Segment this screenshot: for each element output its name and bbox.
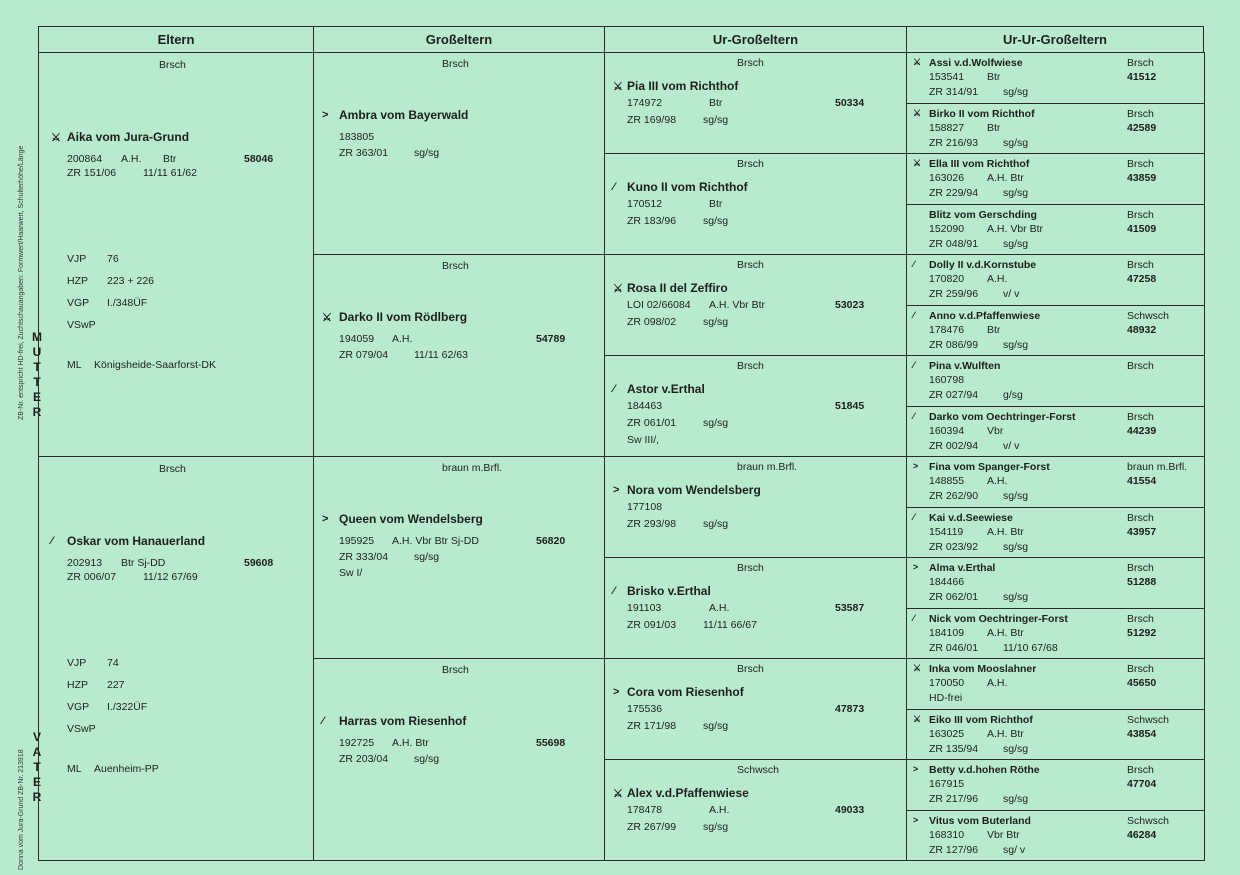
- zt-result: sg/sg: [703, 821, 729, 833]
- sex-symbol: ⁄: [613, 383, 615, 395]
- zr-number: ZR 314/91: [929, 86, 979, 98]
- extra: Btr: [163, 153, 177, 165]
- zb-number: 41509: [1127, 222, 1157, 235]
- mutter-letter: U: [32, 345, 42, 359]
- color: Brsch: [737, 259, 764, 271]
- hd-status: Btr: [987, 323, 1001, 336]
- sex-symbol: ⁄: [913, 612, 915, 623]
- hd-status: Btr: [987, 121, 1001, 134]
- hd-status: A.H.: [987, 677, 1008, 689]
- perf-key: VGP: [67, 297, 90, 309]
- zb-number: 43957: [1127, 525, 1157, 538]
- vater-letter: V: [32, 730, 41, 744]
- perf-val: I./322ÜF: [107, 701, 148, 713]
- zr-number: HD-frei: [929, 692, 963, 704]
- ml-val: Auenheim-PP: [94, 763, 159, 775]
- dog-name: Brisko v.Erthal: [627, 584, 711, 598]
- color: Brsch: [1127, 360, 1154, 372]
- dog-name: Darko vom Oechtringer-Forst: [929, 410, 1076, 423]
- color: Brsch: [737, 158, 764, 170]
- zb-number: 51288: [1127, 576, 1157, 588]
- dog-name: Assi v.d.Wolfwiese: [929, 57, 1023, 69]
- reg-number: 184466: [929, 576, 965, 588]
- zr-number: ZR 079/04: [339, 349, 389, 361]
- color: Brsch: [1127, 57, 1154, 69]
- zt-result: sg/sg: [703, 518, 729, 530]
- great-great-grandparent-cell: [906, 52, 1205, 104]
- zt-result: sg/sg: [703, 417, 729, 429]
- zr-number: ZR 135/94: [929, 742, 979, 755]
- vater-letter: T: [33, 760, 41, 774]
- reg-number: 202913: [67, 557, 103, 569]
- reg-number: 200864: [67, 153, 103, 165]
- reg-number: 160798: [929, 374, 965, 386]
- perf-val: 76: [107, 253, 119, 265]
- sex-symbol: ⁄: [613, 181, 615, 193]
- dog-name: Rosa II del Zeffiro: [627, 281, 728, 295]
- zr-number: ZR 169/98: [627, 114, 677, 126]
- zr-number: ZR 183/96: [627, 215, 677, 227]
- hd-status: Btr: [709, 97, 723, 109]
- grandparent-cell: [313, 254, 605, 457]
- grandparent-cell: [313, 456, 605, 659]
- reg-number: 178478: [627, 804, 663, 816]
- hd-status: A.H. Btr: [392, 737, 429, 749]
- mutter-letter: T: [33, 375, 41, 389]
- sex-symbol: ⁄: [913, 309, 915, 320]
- zt-result: 11/11 62/63: [414, 349, 468, 361]
- great-great-grandparent-cell: [906, 103, 1205, 155]
- zt-result: v/ v: [1003, 288, 1020, 300]
- dog-name: Ella III vom Richthof: [929, 158, 1030, 170]
- color: Brsch: [1127, 562, 1154, 574]
- zt-result: sg/sg: [703, 114, 729, 126]
- dog-name: Dolly II v.d.Kornstube: [929, 259, 1037, 271]
- zr-number: ZR 086/99: [929, 338, 979, 351]
- zr-number: ZR 027/94: [929, 389, 979, 401]
- dog-name: Fina vom Spanger-Forst: [929, 461, 1050, 473]
- show-result: 11/12 67/69: [143, 571, 198, 583]
- zb-number: 43859: [1127, 172, 1157, 184]
- reg-number: LOI 02/66084: [627, 299, 691, 311]
- zr-number: ZR 293/98: [627, 518, 677, 530]
- zt-result: sg/sg: [1003, 86, 1029, 98]
- zr-number: ZR 151/06: [67, 167, 117, 179]
- sex-symbol: ⚔: [613, 788, 623, 800]
- zb-number: 53023: [835, 299, 865, 311]
- reg-number: 167915: [929, 778, 965, 790]
- hd-status: A.H. Btr: [987, 525, 1024, 538]
- reg-number: 170820: [929, 273, 965, 285]
- color: Brsch: [159, 463, 186, 475]
- reg-number: 184109: [929, 626, 965, 639]
- zt-result: sg/sg: [1003, 338, 1029, 351]
- color: Schwsch: [1127, 713, 1170, 726]
- color: Brsch: [1127, 259, 1154, 271]
- extra: Sw I/: [339, 567, 363, 579]
- hd-status: A.H. Vbr Btr: [987, 222, 1044, 235]
- color: Schwsch: [1127, 309, 1170, 322]
- dog-name: Alma v.Erthal: [929, 562, 996, 574]
- reg-number: 163026: [929, 172, 965, 184]
- zb-number: 59608: [244, 557, 274, 569]
- color: Brsch: [442, 58, 469, 70]
- zr-number: ZR 333/04: [339, 551, 389, 563]
- great-great-grandparent-cell: [906, 608, 1205, 660]
- color: Schwsch: [737, 764, 780, 776]
- reg-number: 184463: [627, 400, 663, 412]
- sex-symbol: ⚔: [613, 81, 623, 93]
- dog-name: Pia III vom Richthof: [627, 79, 739, 93]
- zb-number: 41512: [1127, 71, 1157, 83]
- zb-number: 47258: [1127, 273, 1157, 285]
- dog-name: Ambra vom Bayerwald: [339, 108, 469, 122]
- reg-number: 194059: [339, 333, 375, 345]
- color: Brsch: [737, 663, 764, 675]
- hd-status: Vbr Btr: [987, 828, 1020, 841]
- zt-result: sg/sg: [1003, 591, 1029, 603]
- reg-number: 154119: [929, 525, 964, 538]
- great-grandparent-cell: [604, 456, 907, 558]
- great-grandparent-cell: [604, 557, 907, 659]
- zt-result: g/sg: [1003, 389, 1023, 401]
- vater-letter: A: [32, 745, 42, 759]
- color: Brsch: [159, 59, 186, 71]
- great-grandparent-cell: [604, 52, 907, 154]
- zb-number: 46284: [1127, 828, 1157, 841]
- zb-number: 51292: [1127, 626, 1157, 639]
- grandparent-cell: [313, 52, 605, 255]
- zt-result: sg/sg: [414, 753, 440, 765]
- reg-number: 177108: [627, 501, 663, 513]
- reg-number: 178476: [929, 323, 965, 336]
- sex-symbol: >: [322, 109, 329, 121]
- hd-status: Vbr: [987, 424, 1004, 437]
- great-grandparent-cell: [604, 153, 907, 255]
- dog-name: Birko II vom Richthof: [929, 107, 1035, 120]
- parent-cell: [38, 456, 314, 861]
- sex-symbol: ⚔: [913, 57, 922, 67]
- dog-name: Vitus vom Buterland: [929, 814, 1031, 827]
- reg-number: 168310: [929, 828, 965, 841]
- perf-val: I./348ÜF: [107, 297, 148, 309]
- show-result: 11/11 61/62: [143, 167, 197, 179]
- color: Brsch: [737, 562, 764, 574]
- color: Brsch: [737, 57, 764, 69]
- great-great-grandparent-cell: [906, 153, 1205, 205]
- reg-number: 153541: [929, 71, 965, 83]
- zt-result: v/ v: [1003, 439, 1020, 452]
- zb-number: 56820: [536, 535, 566, 547]
- dog-name: Eiko III vom Richthof: [929, 713, 1033, 726]
- zr-number: ZR 216/93: [929, 136, 979, 149]
- zt-result: sg/sg: [1003, 793, 1029, 805]
- great-great-grandparent-cell: [906, 658, 1205, 710]
- color: braun m.Brfl.: [442, 462, 503, 474]
- zr-number: ZR 002/94: [929, 439, 979, 452]
- great-great-grandparent-cell: [906, 557, 1205, 609]
- color: Brsch: [1127, 107, 1154, 120]
- zr-number: ZR 127/96: [929, 843, 979, 856]
- zt-result: sg/sg: [703, 316, 729, 328]
- perf-key: VGP: [67, 701, 90, 713]
- sex-symbol: ⁄: [913, 360, 915, 370]
- mutter-letter: E: [32, 390, 41, 404]
- sex-symbol: ⚔: [322, 312, 332, 324]
- sex-symbol: ⚔: [913, 158, 922, 168]
- color: Brsch: [1127, 663, 1154, 675]
- zb-number: 43854: [1127, 727, 1157, 740]
- zb-number: 50334: [835, 97, 865, 109]
- dog-name: Kai v.d.Seewiese: [929, 511, 1013, 524]
- hd-status: A.H.: [392, 333, 413, 345]
- sex-symbol: >: [613, 484, 620, 496]
- zt-result: sg/ v: [1003, 843, 1026, 856]
- side-note-top: ZB-Nr. entspricht HD-frei, Zuchtschauangaben: Formwert/Haarwert, Schulterhöhe/Länge: [18, 145, 25, 420]
- zb-number: 41554: [1127, 475, 1157, 487]
- zt-result: sg/sg: [1003, 742, 1029, 755]
- reg-number: 158827: [929, 121, 965, 134]
- zt-result: sg/sg: [414, 551, 440, 563]
- dog-name: Nick vom Oechtringer-Forst: [929, 612, 1068, 625]
- zr-number: ZR 229/94: [929, 187, 979, 199]
- ml-key: ML: [67, 359, 82, 371]
- zt-result: sg/sg: [1003, 136, 1029, 149]
- dog-name: Cora vom Riesenhof: [627, 685, 744, 699]
- color: Brsch: [1127, 764, 1154, 776]
- zb-number: 55698: [536, 737, 566, 749]
- zr-number: ZR 006/07: [67, 571, 117, 583]
- dog-name: Blitz vom Gerschding: [929, 208, 1037, 221]
- sex-symbol: ⁄: [913, 410, 915, 421]
- great-grandparent-cell: [604, 658, 907, 760]
- zt-result: sg/sg: [414, 147, 440, 159]
- zr-number: ZR 363/01: [339, 147, 389, 159]
- zr-number: ZR 062/01: [929, 591, 979, 603]
- great-great-grandparent-cell: [906, 709, 1205, 761]
- zr-number: ZR 259/96: [929, 288, 979, 300]
- zt-result: sg/sg: [1003, 490, 1029, 502]
- reg-number: 175536: [627, 703, 663, 715]
- header-grosseltern: Großeltern: [313, 26, 605, 53]
- parent-cell: [38, 52, 314, 457]
- ml-key: ML: [67, 763, 82, 775]
- hd-status: A.H.: [987, 273, 1008, 285]
- reg-number: 195925: [339, 535, 375, 547]
- sex-symbol: ⁄: [913, 511, 915, 522]
- great-great-grandparent-cell: [906, 355, 1205, 407]
- vater-letter: R: [32, 790, 42, 804]
- color: Brsch: [1127, 158, 1154, 170]
- hd-status: Btr: [709, 198, 723, 210]
- zr-number: ZR 098/02: [627, 316, 677, 328]
- sex-symbol: >: [322, 513, 329, 525]
- great-great-grandparent-cell: [906, 759, 1205, 811]
- color: Brsch: [442, 260, 469, 272]
- color: braun m.Brfl.: [1127, 461, 1188, 473]
- color: Brsch: [1127, 410, 1154, 423]
- zb-number: 58046: [244, 153, 274, 165]
- color: braun m.Brfl.: [737, 461, 798, 473]
- sex-symbol: >: [913, 461, 919, 471]
- reg-number: 183805: [339, 131, 375, 143]
- zr-number: ZR 217/96: [929, 793, 979, 805]
- dog-name: Nora vom Wendelsberg: [627, 483, 761, 497]
- zr-number: ZR 203/04: [339, 753, 389, 765]
- header-ur-ur-grosseltern: Ur-Ur-Großeltern: [906, 26, 1204, 53]
- zt-result: sg/sg: [1003, 237, 1029, 250]
- sex-symbol: ⚔: [913, 107, 922, 118]
- reg-number: 170050: [929, 677, 965, 689]
- dog-name: Oskar vom Hanauerland: [67, 534, 206, 548]
- zb-number: 54789: [536, 333, 566, 345]
- zb-number: 53587: [835, 602, 865, 614]
- zb-number: 45650: [1127, 677, 1157, 689]
- perf-val: 223 + 226: [107, 275, 155, 287]
- sex-symbol: ⁄: [913, 259, 915, 269]
- zt-result: sg/sg: [703, 215, 729, 227]
- great-great-grandparent-cell: [906, 204, 1205, 256]
- dog-name: Betty v.d.hohen Röthe: [929, 764, 1040, 776]
- sex-symbol: ⚔: [913, 713, 922, 724]
- zr-number: ZR 046/01: [929, 641, 979, 654]
- header-eltern: Eltern: [38, 26, 314, 53]
- sex-symbol: >: [913, 814, 919, 825]
- reg-number: 174972: [627, 97, 663, 109]
- color: Brsch: [1127, 612, 1154, 625]
- zr-number: ZR 267/99: [627, 821, 677, 833]
- zb-number: 51845: [835, 400, 865, 412]
- reg-number: 163025: [929, 727, 965, 740]
- mutter-letter: T: [33, 360, 41, 374]
- great-great-grandparent-cell: [906, 456, 1205, 508]
- zr-number: ZR 061/01: [627, 417, 677, 429]
- mutter-letter: M: [32, 330, 42, 344]
- great-great-grandparent-cell: [906, 406, 1205, 458]
- zr-number: ZR 048/91: [929, 237, 979, 250]
- perf-val: 74: [107, 657, 119, 669]
- zr-number: ZR 171/98: [627, 720, 677, 732]
- great-great-grandparent-cell: [906, 810, 1205, 862]
- zt-result: 11/10 67/68: [1003, 641, 1058, 654]
- great-great-grandparent-cell: [906, 254, 1205, 306]
- great-great-grandparent-cell: [906, 507, 1205, 559]
- dog-name: Alex v.d.Pfaffenwiese: [627, 786, 749, 800]
- header-ur-grosseltern: Ur-Großeltern: [604, 26, 907, 53]
- hd-status: A.H. Btr: [987, 172, 1024, 184]
- hd-status: A.H. Vbr Btr: [709, 299, 766, 311]
- zb-number: 47704: [1127, 778, 1157, 790]
- perf-key: VSwP: [67, 723, 96, 735]
- reg-number: 148855: [929, 475, 965, 487]
- dog-name: Astor v.Erthal: [627, 382, 705, 396]
- sex-symbol: ⁄: [51, 535, 53, 547]
- sex-symbol: >: [613, 686, 620, 698]
- sex-symbol: ⚔: [913, 663, 922, 673]
- reg-number: 192725: [339, 737, 375, 749]
- color: Brsch: [1127, 208, 1154, 221]
- sex-symbol: ⚔: [51, 132, 61, 144]
- hd-status: A.H. Vbr Btr Sj-DD: [392, 535, 479, 547]
- perf-key: VJP: [67, 253, 87, 265]
- grandparent-cell: [313, 658, 605, 861]
- perf-key: VSwP: [67, 319, 96, 331]
- zt-result: sg/sg: [1003, 187, 1029, 199]
- hd-status: A.H. Btr: [987, 626, 1024, 639]
- zb-number: 48932: [1127, 323, 1157, 336]
- dog-name: Inka vom Mooslahner: [929, 663, 1037, 675]
- dog-name: Queen vom Wendelsberg: [339, 512, 483, 526]
- zr-number: ZR 023/92: [929, 540, 979, 553]
- hd-status: A.H.: [121, 153, 142, 165]
- great-grandparent-cell: [604, 759, 907, 861]
- hd-status: A.H.: [709, 804, 730, 816]
- zt-result: 11/11 66/67: [703, 619, 757, 631]
- zt-result: sg/sg: [1003, 540, 1029, 553]
- perf-key: HZP: [67, 679, 88, 691]
- perf-val: 227: [107, 679, 125, 691]
- hd-status: Btr Sj-DD: [121, 557, 166, 569]
- dog-name: Pina v.Wulften: [929, 360, 1001, 372]
- hd-status: Btr: [987, 71, 1001, 83]
- extra: Sw III/,: [627, 434, 660, 446]
- zb-number: 47873: [835, 703, 865, 715]
- sex-symbol: >: [913, 764, 919, 774]
- zb-number: 42589: [1127, 121, 1157, 134]
- zb-number: 44239: [1127, 424, 1157, 437]
- hd-status: A.H.: [987, 475, 1008, 487]
- sex-symbol: >: [913, 562, 919, 572]
- dog-name: Kuno II vom Richthof: [627, 180, 748, 194]
- reg-number: 160394: [929, 424, 965, 437]
- reg-number: 170512: [627, 198, 663, 210]
- zr-number: ZR 262/90: [929, 490, 979, 502]
- sex-symbol: ⁄: [322, 715, 324, 727]
- dog-name: Darko II vom Rödlberg: [339, 310, 468, 324]
- reg-number: 152090: [929, 222, 965, 235]
- great-grandparent-cell: [604, 254, 907, 356]
- zb-number: 49033: [835, 804, 865, 816]
- zt-result: sg/sg: [703, 720, 729, 732]
- sex-symbol: ⁄: [613, 585, 615, 597]
- great-grandparent-cell: [604, 355, 907, 457]
- hd-status: A.H.: [709, 602, 730, 614]
- great-great-grandparent-cell: [906, 305, 1205, 357]
- hd-status: A.H. Btr: [987, 727, 1024, 740]
- mutter-letter: R: [32, 405, 42, 419]
- dog-name: Harras vom Riesenhof: [339, 714, 467, 728]
- color: Schwsch: [1127, 814, 1170, 827]
- zr-number: ZR 091/03: [627, 619, 677, 631]
- color: Brsch: [1127, 511, 1154, 524]
- perf-key: HZP: [67, 275, 88, 287]
- dog-name: Anno v.d.Pfaffenwiese: [929, 309, 1041, 322]
- dog-name: Aika vom Jura-Grund: [67, 130, 190, 144]
- vater-letter: E: [32, 775, 41, 789]
- perf-key: VJP: [67, 657, 87, 669]
- side-note-bottom: Donna vom Jura-Grund ZB-Nr. 213918: [18, 749, 25, 870]
- sex-symbol: ⚔: [613, 283, 623, 295]
- reg-number: 191103: [627, 602, 662, 614]
- ml-val: Königsheide-Saarforst-DK: [94, 359, 216, 371]
- color: Brsch: [737, 360, 764, 372]
- color: Brsch: [442, 664, 469, 676]
